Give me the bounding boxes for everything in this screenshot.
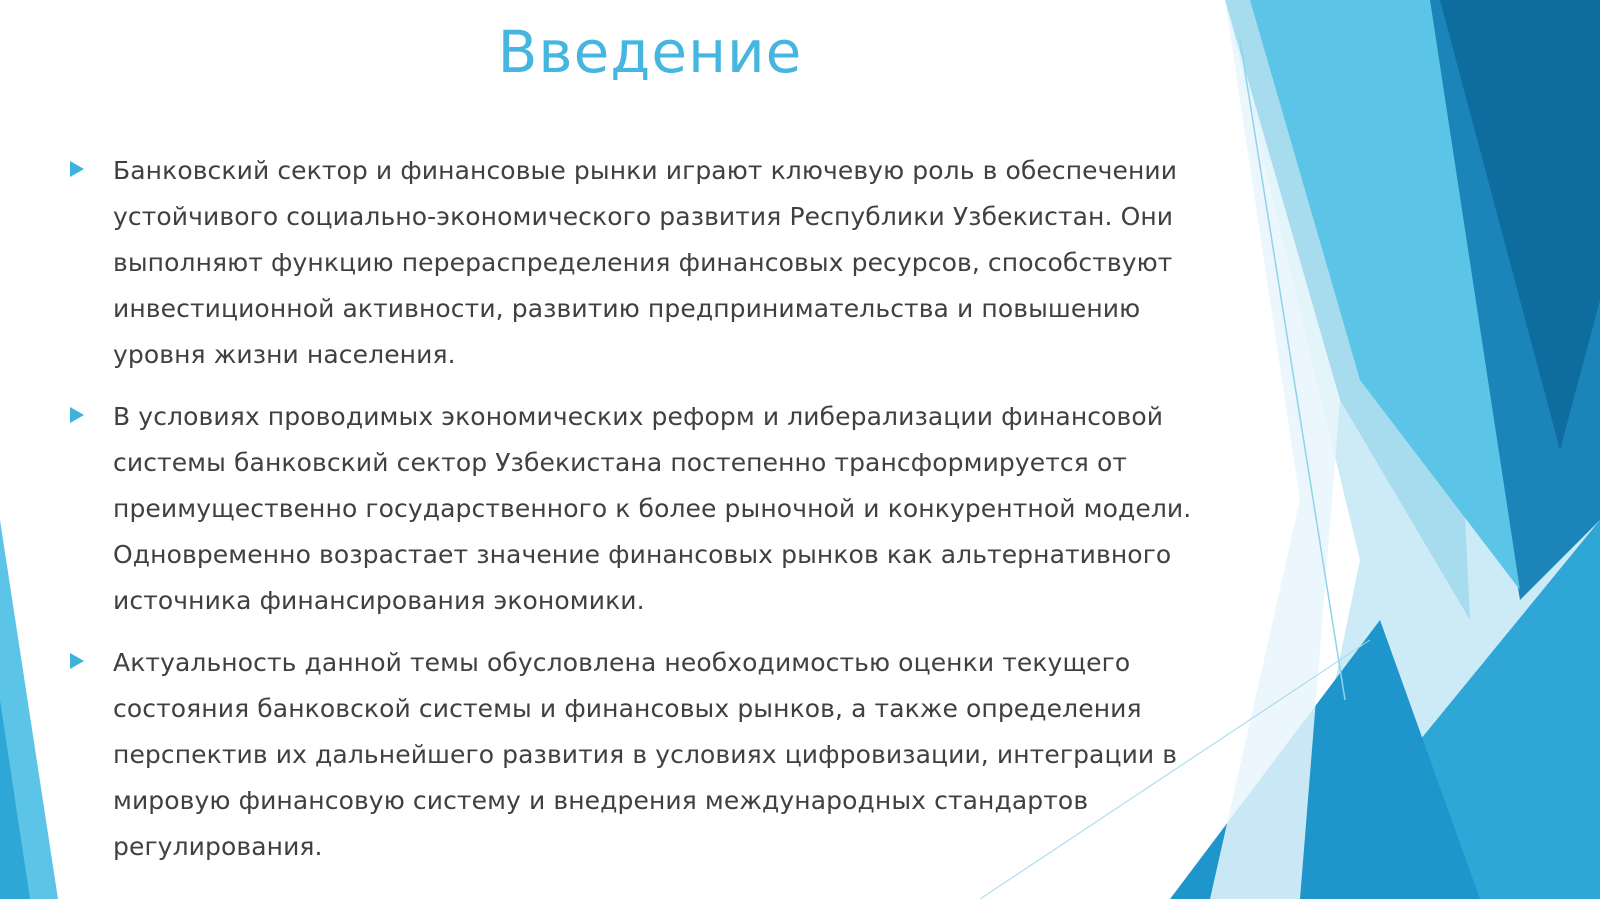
bullet-text: Актуальность данной темы обусловлена необходимостью оценки текущего состояния банковской системы и финансовых рынков, а также определения перспектив их дальнейшего развития в условиях цифровизации, интеграции в мировую финансовую систему и внедрения международных стандартов регулирования.	[113, 648, 1178, 861]
bullet-item	[64, 394, 1194, 624]
bullet-text: Банковский сектор и финансовые рынки играют ключевую роль в обеспечении устойчивого социально-экономического развития Республики Узбекистан. Они выполняют функцию перераспределения финансовых ресурсов, способствуют инвестиционной активности, развитию предпринимательства и повышению уровня жизни населения.	[113, 156, 1178, 369]
triangle-bullet-icon	[70, 653, 84, 669]
triangle-bullet-icon	[70, 161, 84, 177]
bullet-item	[64, 640, 1194, 870]
bullet-list	[64, 148, 1194, 886]
bullet-text: В условиях проводимых экономических реформ и либерализации финансовой системы банковский сектор Узбекистана постепенно трансформируется от преимущественно государственного к более рыночной и конкурентной модели. Одновременно возрастает значение финансовых рынков как альтернативного источника финансирования экономики.	[113, 402, 1192, 615]
bullet-item	[64, 148, 1194, 378]
slide-title: Введение	[497, 18, 803, 86]
triangle-bullet-icon	[70, 407, 84, 423]
